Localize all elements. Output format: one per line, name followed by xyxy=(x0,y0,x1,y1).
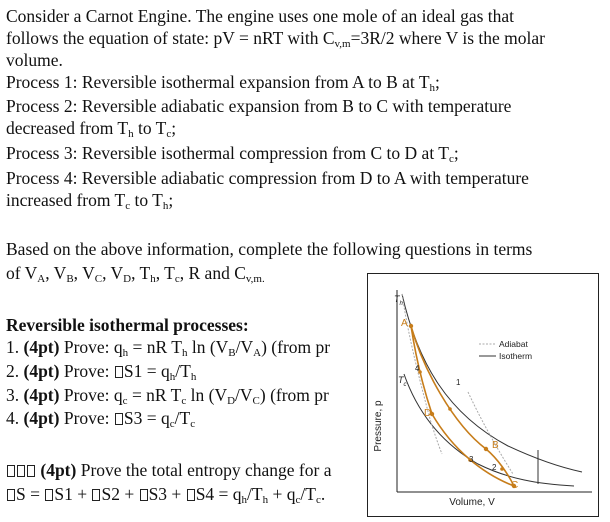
question-4: 4. (4pt) Prove: $S3 = q_c/T_c$ xyxy=(6,408,196,430)
process-4-line-2: increased from $T_c$ to $T_h$; xyxy=(6,190,174,212)
question-5-equation: $S = S1 + S2 + S3 + S4 = q_h/T_h + q_c/T_c$. xyxy=(6,483,325,505)
question-1: 1. (4pt) Prove: $q_h$ = nR $T_h$ $\ln (V_B/V_A)$ (from pr xyxy=(6,337,331,359)
point-a-label: A xyxy=(401,318,408,329)
point-b-label: B xyxy=(492,440,499,451)
question-5: (4pt) Prove the total entropy change for a xyxy=(6,459,331,481)
intro-line-2: follows the equation of state: pV = nRT with $C_{v,m}=3R/2$ where V is the molar xyxy=(6,28,545,50)
missing-glyph-box xyxy=(92,489,100,501)
step-3-label: 3 xyxy=(469,455,474,464)
point-b-marker xyxy=(484,447,488,451)
question-2: 2. (4pt) Prove: $S1 = q_h/T_h$ xyxy=(6,361,197,383)
point-d-label: D xyxy=(424,408,432,419)
missing-glyph-box xyxy=(140,489,148,501)
step-1-label: 1 xyxy=(456,378,461,387)
missing-glyph-box xyxy=(17,465,25,477)
question-3: 3. (4pt) Prove: $q_c$ = nR $T_c$ $\ln (V_D/V_C)$ (from pr xyxy=(6,385,329,407)
missing-glyph-box xyxy=(45,489,53,501)
based-line-1: Based on the above information, complete the following questions in terms xyxy=(6,239,533,259)
missing-glyph-box xyxy=(7,489,15,501)
arrow-dot-1 xyxy=(448,407,452,411)
section-heading: Reversible isothermal processes: xyxy=(6,315,249,335)
missing-glyph-box xyxy=(27,465,35,477)
legend-adiabat-label: Adiabat xyxy=(499,339,528,349)
carnot-pv-diagram xyxy=(367,273,599,517)
missing-glyph-box xyxy=(115,366,123,378)
missing-glyph-box xyxy=(7,465,15,477)
process-1: Process 1: Reversible isothermal expansion from A to B at $T_h$; xyxy=(6,72,440,94)
step-2-label: 2 xyxy=(492,463,497,472)
missing-glyph-box xyxy=(115,413,123,425)
tc-label: $T_c$ xyxy=(398,375,407,388)
x-axis-label: Volume, V xyxy=(449,497,495,508)
process-2-line-1: Process 2: Reversible adiabatic expansion from B to C with temperature xyxy=(6,96,512,116)
y-axis-label: Pressure, p xyxy=(373,400,384,452)
missing-glyph-box xyxy=(187,489,195,501)
legend-isotherm-label: Isotherm xyxy=(499,351,533,361)
based-line-2: of $V_A$, $V_B$, $V_C$, $V_D$, $T_h$, $T_c$, R and $C_{v,m.}$ xyxy=(6,263,265,285)
intro-line-3: volume. xyxy=(6,50,63,70)
intro-line-1: Consider a Carnot Engine. The engine uses one mole of an ideal gas that xyxy=(6,6,515,26)
process-3-path xyxy=(432,414,514,486)
step-4-label: 4 xyxy=(415,364,420,373)
process-2-line-2: decreased from $T_h$ to $T_c$; xyxy=(6,118,177,140)
arrow-dot-2 xyxy=(500,467,504,471)
isotherm-tc-curve xyxy=(404,374,574,486)
th-label: $T_h$ xyxy=(394,294,403,307)
process-4-line-1: Process 4: Reversible adiabatic compression from D to A with temperature xyxy=(6,168,529,188)
process-3: Process 3: Reversible isothermal compression from C to D at $T_c$; xyxy=(6,143,459,165)
carnot-diagram-svg xyxy=(368,274,598,516)
point-c-label: C xyxy=(511,480,519,491)
point-a-marker xyxy=(409,324,413,328)
